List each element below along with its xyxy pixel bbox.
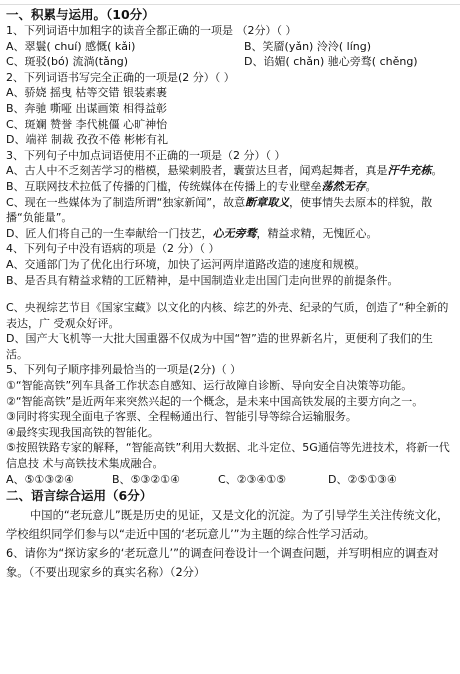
cut-off-top-line xyxy=(0,0,460,5)
q3-option-a xyxy=(6,163,452,179)
q3-c-highlight: 断章取义 xyxy=(245,195,290,209)
q1-option-d: D、谄媚( chǎn) 驰心旁骛( chěng) xyxy=(244,55,418,69)
q1-options-ab xyxy=(6,39,452,55)
q3-a-text: A、古人中不乏刻苦学习的楷模，悬梁刺股者，囊萤达旦者，闻鸡起舞者，真是 xyxy=(6,164,388,178)
q3-d-text: D、匠人们将自己的一生奉献给一门技艺， xyxy=(6,226,213,240)
q5-sentence-4: ④最终实现我国高铁的智能化。 xyxy=(6,425,159,439)
q2-option-a: A、骄娆 摇曳 枯等交错 银装素裹 xyxy=(6,86,168,100)
section-1-title: 一、积累与运用。（10分） xyxy=(6,7,155,22)
q3-a-highlight: 汗牛充栋 xyxy=(387,164,432,178)
q1-options-cd xyxy=(6,54,452,70)
q5-sentence-5: ⑤按照铁路专家的解释，“智能高铁”利用大数据、北斗定位、5G通信等先进技术，将新一代信息技 术与高铁技术集成融合。 xyxy=(6,441,450,471)
q3-b-text: B、互联网技术拉低了传播的门槛，传统媒体在传播上的专业壁垒 xyxy=(6,179,322,193)
section-2-title: 二、语言综合运用（6分） xyxy=(6,488,153,504)
q3-c-text: C、现在一些媒体为了制造所谓“独家新闻”，故意 xyxy=(6,195,246,209)
q5-options xyxy=(6,472,452,488)
q5-stem: 5、下列句子顺序排列最恰当的一项是(2分)（ ） xyxy=(6,363,242,377)
q3-b-highlight: 荡然无存 xyxy=(321,179,366,193)
q3-b-end: 。 xyxy=(365,179,377,193)
q3-option-c xyxy=(6,195,452,226)
q1-option-a: A、翠鬟( chuí) 感慨( kǎi) xyxy=(6,39,136,53)
q4-option-d: D、国产大飞机等一大批大国重器不仅成为中国“智”造的世界新名片，更便利了我们的生活。 xyxy=(6,332,433,361)
q2-option-d: D、端祥 制裁 孜孜不倦 彬彬有礼 xyxy=(6,133,168,147)
question-1 xyxy=(6,23,452,70)
q3-option-b xyxy=(6,179,452,195)
q4-option-b: B、是否具有精益求精的工匠精神，是中国制造业走出国门走向世界的前提条件。 xyxy=(6,273,399,287)
q5-sentence-2: ②“智能高铁”是近两年来突然兴起的一个概念，是未来中国高铁发展的主要方向之一。 xyxy=(6,394,424,408)
q3-d-highlight: 心无旁骛 xyxy=(212,226,257,240)
question-6: 6、请你为“探访家乡的‘老玩意儿’”的调查问卷设计一个调查问题，并写明相应的调查对象。（不要出现家乡的真实名称）（2分） xyxy=(6,547,439,580)
section-2-intro: 中国的“老玩意儿”既是历史的见证，又是文化的沉淀。为了引导学生关注传统文化，学校组织同学们参与以“走近中国的‘老玩意儿’”为主题的综合性学习活动。 xyxy=(6,509,449,542)
q5-sentence-1: ①“智能高铁”列车具备工作状态自感知、运行故障自诊断、导向安全自决策等功能。 xyxy=(6,379,413,393)
question-3 xyxy=(6,148,452,242)
question-5 xyxy=(6,362,452,487)
q5-option-a: A、⑤①③②④ xyxy=(6,472,74,486)
q2-option-c: C、斑斓 赞誉 李代桃僵 心旷神怡 xyxy=(6,117,168,131)
q4-option-a: A、交通部门为了优化出行环境，加快了运河两岸道路改造的速度和规模。 xyxy=(6,257,366,271)
q5-option-d: D、②⑤①③④ xyxy=(328,472,397,486)
question-2 xyxy=(6,70,452,148)
q5-option-c: C、②③④①⑤ xyxy=(218,472,286,486)
q1-option-c: C、斑驳(bó) 流淌(tǎng) xyxy=(6,55,129,69)
question-4 xyxy=(6,241,452,362)
q5-sentence-3: ③同时将实现全面电子客票、全程畅通出行、智能引导等综合运输服务。 xyxy=(6,410,357,424)
q4-option-c: C、央视综艺节目《国家宝藏》以文化的内核、综艺的外壳、纪录的气质，创造了“种全新的表达，广 受观众好评。 xyxy=(6,301,449,330)
q1-option-b: B、笑靥(yǎn) 泠泠( líng) xyxy=(244,39,371,53)
q3-a-end: 。 xyxy=(431,164,443,178)
q3-stem: 3、下列句子中加点词语使用不正确的一项是（2 分）（ ） xyxy=(6,148,286,162)
q5-option-b: B、⑤③②①④ xyxy=(112,472,180,486)
q2-option-b: B、奔驰 嘶哑 出谋画策 相得益彰 xyxy=(6,101,168,115)
q3-d-end: ，精益求精，无愧匠心。 xyxy=(256,226,378,240)
q4-stem: 4、下列句子中没有语病的项是（2 分）（ ） xyxy=(6,242,220,256)
q3-c-end: ，使事情失去原本的样貌，散播“负能量”。 xyxy=(6,195,433,225)
q1-stem: 1、下列词语中加粗字的读音全都正确的一项是 （2分）（ ） xyxy=(6,24,297,37)
q3-option-d xyxy=(6,226,452,242)
q2-stem: 2、下列词语书写完全正确的一项是(2 分）（ ） xyxy=(6,70,235,84)
